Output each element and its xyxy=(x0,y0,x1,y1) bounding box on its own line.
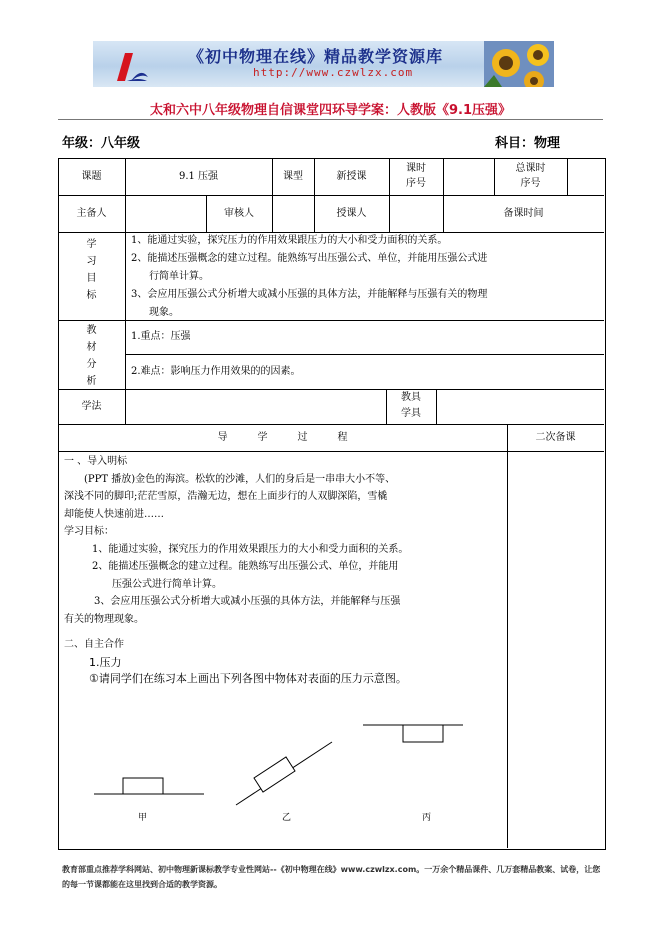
pressure-figures xyxy=(80,715,480,810)
total-period-label-line1: 总课时 xyxy=(515,163,546,174)
figure-yi xyxy=(236,742,332,805)
banner-url: http://www.czwlzx.com xyxy=(253,66,414,79)
lead-preparer-label: 主备人 xyxy=(76,208,107,219)
lesson-type-label: 课型 xyxy=(283,171,303,182)
figure-label-yi: 乙 xyxy=(282,813,292,823)
figure-jia xyxy=(94,778,204,794)
reviewer-label: 审核人 xyxy=(224,208,254,219)
period-label-line1: 课时 xyxy=(406,163,426,174)
figure-bing xyxy=(363,725,463,742)
figure-label-bing: 丙 xyxy=(422,813,432,823)
title-divider xyxy=(58,119,603,120)
grade-label: 年级：八年级 xyxy=(62,136,141,151)
subject-label: 科目：物理 xyxy=(495,136,561,151)
goal-line: 压强公式进行简单计算。 xyxy=(112,578,222,590)
sunflower-icon xyxy=(484,41,554,87)
goal-line: 2、能描述压强概念的建立过程。能熟练写出压强公式、单位，并能用 xyxy=(92,561,399,572)
figure-label-jia: 甲 xyxy=(138,813,148,823)
key-point: 1.重点：压强 xyxy=(131,331,191,342)
topic-label: 课题 xyxy=(81,171,102,182)
total-period-label-line2: 序号 xyxy=(520,178,541,189)
goal-line: 3、会应用压强公式分析增大或减小压强的具体方法，并能解释与压强 xyxy=(94,596,401,607)
goal-line: 有关的物理现象。 xyxy=(64,613,144,625)
intro-line: 却能使人快速前进…… xyxy=(64,508,164,520)
subsection-pressure: 1.压力 xyxy=(89,656,122,669)
intro-line: 深浅不同的脚印;茫茫雪原，浩瀚无边，想在上面步行的人双脚深陷，雪橇 xyxy=(64,491,388,502)
intro-line: (PPT 播放)金色的海滨。松软的沙滩，人们的身后是一串串大小不等、 xyxy=(84,473,396,485)
header-banner xyxy=(93,41,554,87)
prep-time-label: 备课时间 xyxy=(503,208,544,219)
study-method-label: 学法 xyxy=(81,401,102,412)
topic-value: 9.1 压强 xyxy=(178,171,219,182)
second-prep-header: 二次备课 xyxy=(535,432,576,443)
section-intro-heading: 一 、导入明标 xyxy=(64,456,128,467)
banner-title: 《初中物理在线》精品教学资源库 xyxy=(188,47,444,66)
teacher-label: 授课人 xyxy=(336,208,367,219)
pressure-task: ①请同学们在练习本上画出下列各图中物体对表面的压力示意图。 xyxy=(89,672,407,685)
period-label-line2: 序号 xyxy=(406,178,426,189)
section-cooperation-heading: 二、自主合作 xyxy=(64,639,124,650)
teaching-aids-line1: 教具 xyxy=(401,392,421,403)
goal-line: 1、能通过实验，探究压力的作用效果跟压力的大小和受力面积的关系。 xyxy=(92,543,409,555)
goals-subheading: 学习目标： xyxy=(64,526,114,537)
process-header: 导 学 过 程 xyxy=(217,432,348,443)
teaching-aids-line2: 学具 xyxy=(401,408,421,419)
page-footer: 教育部重点推荐学科网站、初中物理新课标教学专业性网站--《初中物理在线》www.czwlzx.com。一万余个精品课件、几万套精品教案、试卷，让您的每一节课都能在这里找到合适的教学资源。 xyxy=(62,865,601,889)
difficult-point: 2.难点：影响压力作用效果的的因素。 xyxy=(131,366,301,377)
document-title: 太和六中八年级物理自信课堂四环导学案：人教版《9.1压强》 xyxy=(149,103,512,118)
site-logo-icon xyxy=(115,51,149,83)
lesson-type-value: 新授课 xyxy=(336,171,367,182)
goals-label: 学 习 目 标 xyxy=(86,239,97,301)
goals-text: 1、能通过实验，探究压力的作用效果跟压力的大小和受力面积的关系。 2、能描述压强概念的建立过程。能熟练写出压强公式、单位，并能用压强公式进 行简单计算。 3、会应用压强公式分析增大或减小压强的具体方法，并能解释与压强有关的物理 现象。 xyxy=(131,235,488,318)
process-body xyxy=(64,453,504,654)
materials-analysis-label: 教 材 分 析 xyxy=(86,325,97,387)
